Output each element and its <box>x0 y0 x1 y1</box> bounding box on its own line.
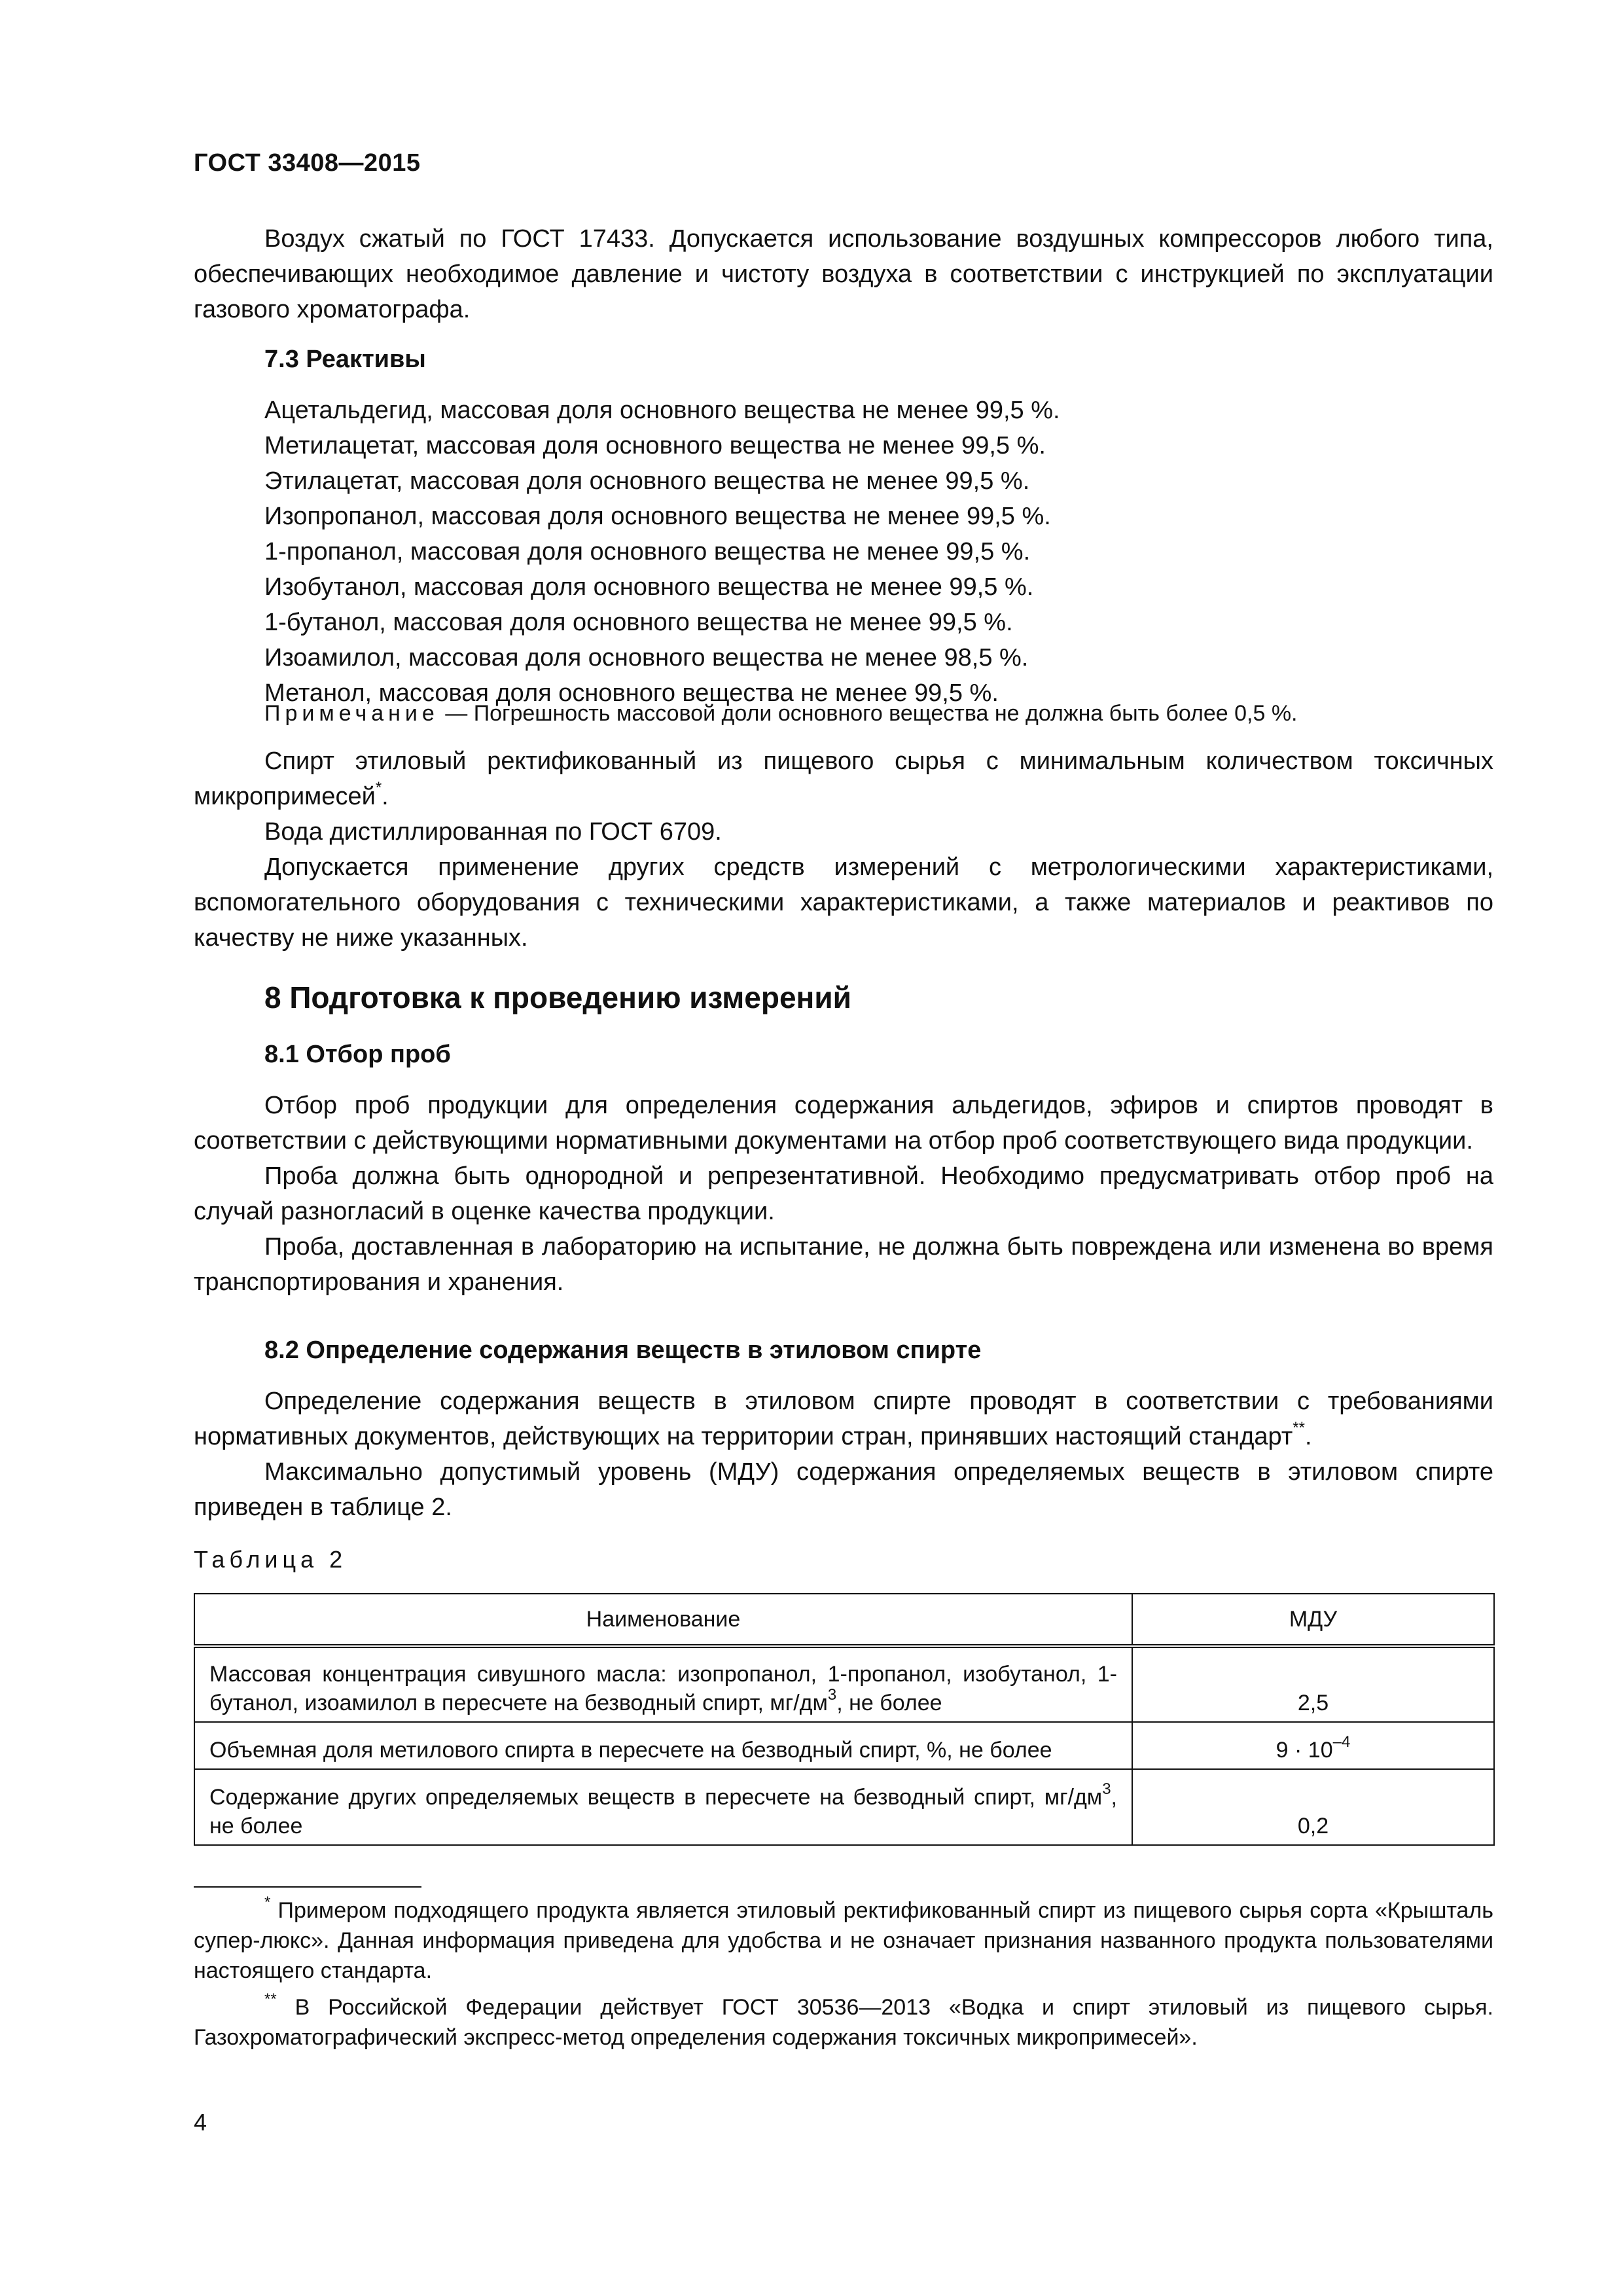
table-2-wrapper <box>194 1593 1493 1846</box>
section-8-1-body <box>194 1088 1493 1300</box>
compressed-air-paragraph: Воздух сжатый по ГОСТ 17433. Допускается использование воздушных компрессоров любого типа, обеспечивающих необходимое давление и чистоту воздуха в соответствии с инструкцией по эксплуатации газового хроматографа. <box>194 225 1493 323</box>
determination-end: . <box>1304 1423 1312 1450</box>
footnote-ref: * <box>375 779 382 797</box>
footnote-mark: ** <box>264 1990 277 2008</box>
section-8-2-heading: 8.2 Определение содержания веществ в этиловом спирте <box>264 1336 982 1364</box>
table-cell-name <box>194 1722 1132 1769</box>
cell-text: Содержание других определяемых веществ в пересчете на безводный спирт, мг/дм <box>209 1785 1103 1810</box>
determination-text: Определение содержания веществ в этиловом спирте проводят в соответствии с требованиями нормативных документов, действующих на территории стран, принявших настоящий стандарт <box>194 1388 1493 1450</box>
unit-superscript: 3 <box>827 1685 837 1704</box>
reagent-item: Этилацетат, массовая доля основного вещества не менее 99,5 %. <box>264 467 1030 495</box>
section-8-2-body <box>194 1384 1493 1525</box>
table-row <box>194 1646 1494 1722</box>
cell-text: Объемная доля метилового спирта в пересчете на безводный спирт, %, не более <box>209 1738 1052 1763</box>
section-8 <box>194 977 1493 1018</box>
table-2-caption <box>194 1546 1493 1573</box>
cell-text-tail: , не более <box>209 1785 1117 1839</box>
spirit-paragraph <box>194 744 1493 814</box>
footnotes <box>194 1895 1493 2053</box>
table-caption: Таблица 2 <box>194 1546 348 1573</box>
determination-paragraph <box>194 1384 1493 1454</box>
table-header-row <box>194 1594 1494 1646</box>
column-header-name: Наименование <box>194 1594 1132 1646</box>
sampling-paragraph-3: Проба, доставленная в лабораторию на испытание, не должна быть повреждена или изменена во время транспортирования и хранения. <box>194 1233 1493 1296</box>
water-paragraph: Вода дистиллированная по ГОСТ 6709. <box>264 818 722 846</box>
reagent-item: Ацетальдегид, массовая доля основного вещества не менее 99,5 %. <box>264 397 1060 424</box>
reagent-item: 1-пропанол, массовая доля основного вещества не менее 99,5 %. <box>264 538 1031 565</box>
table-cell-name <box>194 1769 1132 1845</box>
reagent-item: Изоамилол, массовая доля основного вещества не менее 98,5 %. <box>264 644 1029 672</box>
reagent-item: 1-бутанол, массовая доля основного вещества не менее 99,5 %. <box>264 609 1013 636</box>
intro-paragraph-block <box>194 221 1493 327</box>
section-7-3-heading: 7.3 Реактивы <box>264 346 426 373</box>
unit-superscript: 3 <box>1102 1780 1111 1798</box>
note-paragraph <box>194 698 1493 729</box>
cell-text-tail: , не более <box>836 1691 942 1715</box>
footnote-divider <box>194 1886 421 1888</box>
footnote-2 <box>194 1992 1493 2053</box>
footnote-mark: * <box>264 1893 271 1911</box>
note-text: — Погрешность массовой доли основного вещества не должна быть более 0,5 %. <box>438 701 1298 726</box>
reagent-item: Метанол, массовая доля основного вещества не менее 99,5 %. <box>264 679 999 707</box>
reagent-item: Метилацетат, массовая доля основного вещества не менее 99,5 %. <box>264 432 1046 459</box>
spirit-end: . <box>382 783 389 810</box>
sampling-paragraph-1: Отбор проб продукции для определения содержания альдегидов, эфиров и спиртов проводят в соответствии с действующими нормативными документами на отбор проб соответствующего вида продукции. <box>194 1092 1493 1155</box>
cell-text: Массовая концентрация сивушного масла: изопропанол, 1-пропанол, изобутанол, 1-бутанол, изоамилол в пересчете на безводный спирт, мг/дм <box>209 1662 1117 1715</box>
table-cell-value <box>1132 1769 1494 1845</box>
mdu-paragraph: Максимально допустимый уровень (МДУ) содержания определяемых веществ в этиловом спирте приведен в таблице 2. <box>194 1458 1493 1521</box>
materials-block <box>194 744 1493 956</box>
section-8-heading: 8 Подготовка к проведению измерений <box>264 980 851 1014</box>
table-row <box>194 1769 1494 1845</box>
reagent-list <box>194 393 1493 711</box>
table-2 <box>194 1593 1495 1846</box>
value-text: 2,5 <box>1297 1691 1329 1715</box>
table-cell-value <box>1132 1646 1494 1722</box>
section-7-3 <box>194 342 1493 377</box>
note-label: Примечание <box>264 701 439 726</box>
footnote-2-text: В Российской Федерации действует ГОСТ 30536—2013 «Водка и спирт этиловый из пищевого сырья. Газохроматографический экспресс-метод определения содержания токсичных микропримесей». <box>194 1995 1493 2050</box>
allowance-paragraph: Допускается применение других средств измерений с метрологическими характеристиками, вспомогательного оборудования с техническими характеристиками, а также материалов и реактивов по качеству не ниже указанных. <box>194 853 1493 952</box>
sampling-paragraph-2: Проба должна быть однородной и репрезентативной. Необходимо предусматривать отбор проб на случай разногласий в оценке качества продукции. <box>194 1162 1493 1225</box>
value-superscript: –4 <box>1332 1732 1351 1751</box>
reagent-item: Изопропанол, массовая доля основного вещества не менее 99,5 %. <box>264 503 1051 530</box>
column-header-mdu: МДУ <box>1132 1594 1494 1646</box>
footnote-1-text: Примером подходящего продукта является этиловый ректификованный спирт из пищевого сырья сорта «Крышталь супер-люкс». Данная информация приведена для удобства и не означает признания названного продукта пользователями настоящего стандарта. <box>194 1898 1493 1983</box>
section-8-1-heading: 8.1 Отбор проб <box>264 1041 451 1068</box>
table-row <box>194 1722 1494 1769</box>
section-8-2 <box>194 1333 1493 1368</box>
document-header: ГОСТ 33408—2015 <box>194 149 421 177</box>
reagent-note <box>194 698 1493 729</box>
page-number: 4 <box>194 2109 207 2136</box>
footnote-ref: ** <box>1293 1419 1305 1437</box>
table-cell-value <box>1132 1722 1494 1769</box>
reagent-item: Изобутанол, массовая доля основного вещества не менее 99,5 %. <box>264 573 1034 601</box>
footnote-1 <box>194 1895 1493 1986</box>
value-text: 0,2 <box>1297 1814 1329 1839</box>
section-8-1 <box>194 1037 1493 1072</box>
value-text: 9 · 10 <box>1275 1738 1333 1763</box>
spirit-text: Спирт этиловый ректификованный из пищевого сырья с минимальным количеством токсичных микропримесей <box>194 747 1493 810</box>
table-cell-name <box>194 1646 1132 1722</box>
